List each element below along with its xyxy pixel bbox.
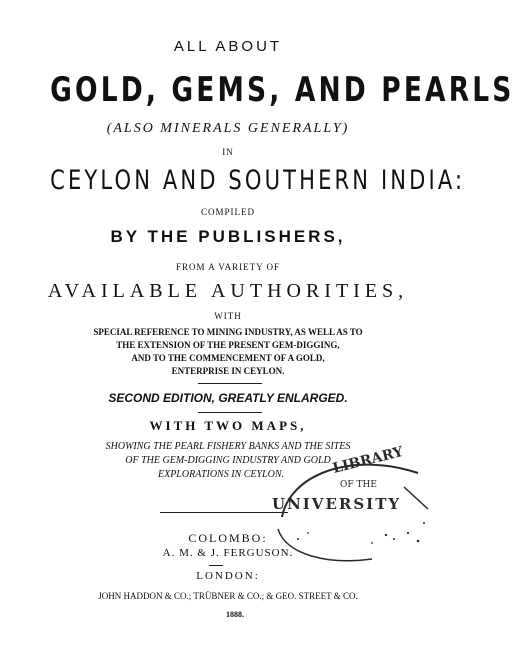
from-variety-line: FROM A VARIETY OF bbox=[175, 262, 281, 272]
by-publishers-line: BY THE PUBLISHERS, bbox=[110, 227, 346, 246]
place-title: CEYLON AND SOUTHERN INDIA: bbox=[50, 165, 466, 196]
colombo-line: COLOMBO: bbox=[188, 531, 268, 545]
stamp-text-univ: UNIVERSITY bbox=[272, 495, 402, 513]
publisher-line: A. M. & J. FERGUSON. bbox=[162, 547, 294, 559]
main-title: GOLD, GEMS, AND PEARLS bbox=[50, 70, 514, 110]
divider-rule-1 bbox=[198, 383, 262, 384]
year-line: 1888. bbox=[226, 610, 244, 619]
in-line: IN bbox=[222, 147, 234, 157]
agents-line: JOHN HADDON & CO.; TRÜBNER & CO.; & GEO. STREET & CO. bbox=[98, 591, 358, 601]
stamp-text-of: OF THE bbox=[340, 480, 377, 490]
stamp-text-top: LIBRARY bbox=[331, 443, 405, 477]
all-about-line: ALL ABOUT bbox=[173, 38, 283, 55]
divider-rule-4 bbox=[209, 565, 223, 566]
special-reference-line-2: THE EXTENSION OF THE PRESENT GEM-DIGGING, bbox=[116, 340, 340, 350]
showing-line-1: SHOWING THE PEARL FISHERY BANKS AND THE SITES bbox=[105, 441, 351, 452]
london-line: LONDON: bbox=[196, 570, 260, 582]
also-minerals-line: (ALSO MINERALS GENERALLY) bbox=[106, 121, 350, 136]
two-maps-line: WITH TWO MAPS, bbox=[149, 418, 307, 433]
divider-rule-3 bbox=[160, 512, 288, 513]
special-reference-line-4: ENTERPRISE IN CEYLON. bbox=[171, 366, 285, 376]
available-authorities-line: AVAILABLE AUTHORITIES, bbox=[47, 280, 409, 302]
special-reference-line-1: SPECIAL REFERENCE TO MINING INDUSTRY, AS WELL AS TO bbox=[93, 327, 363, 337]
edition-line: SECOND EDITION, GREATLY ENLARGED. bbox=[108, 391, 348, 405]
showing-line-2: OF THE GEM-DIGGING INDUSTRY AND GOLD bbox=[125, 455, 331, 466]
showing-line-3: EXPLORATIONS IN CEYLON. bbox=[157, 469, 285, 480]
divider-rule-2 bbox=[198, 412, 262, 413]
compiled-line: COMPILED bbox=[200, 207, 255, 217]
with-line: WITH bbox=[214, 311, 242, 321]
special-reference-line-3: AND TO THE COMMENCEMENT OF A GOLD, bbox=[131, 353, 325, 363]
